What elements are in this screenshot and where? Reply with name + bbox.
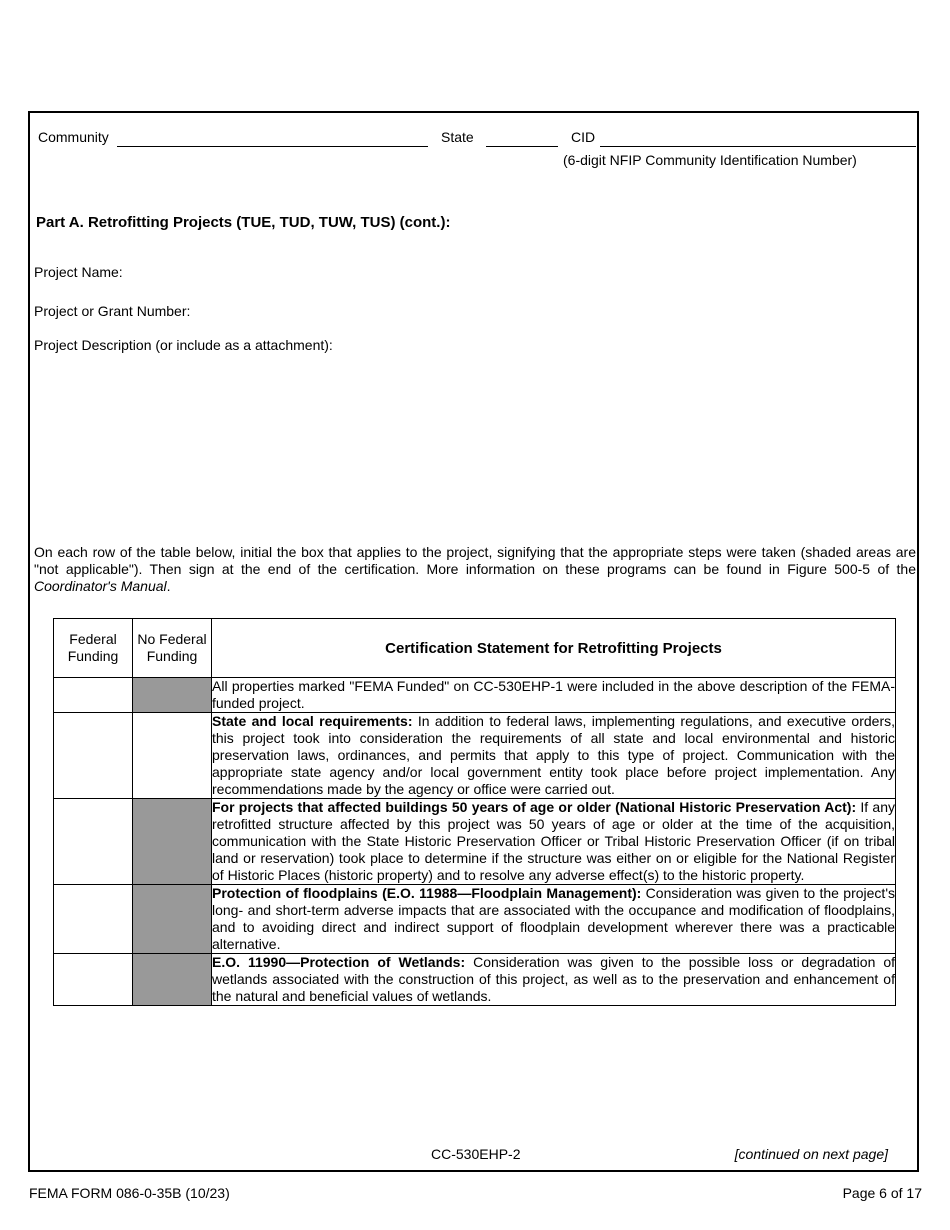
not-applicable-cell bbox=[133, 678, 212, 713]
federal-initial-box[interactable] bbox=[54, 954, 133, 1006]
table-header-row bbox=[54, 619, 896, 678]
state-label: State bbox=[441, 129, 474, 145]
instructions-end: . bbox=[166, 578, 171, 594]
statement-heading: State and local requirements: bbox=[212, 713, 413, 729]
statement-cell bbox=[212, 713, 896, 799]
statement-text: All properties marked "FEMA Funded" on CC-530EHP-1 were included in the above description of the FEMA-funded project. bbox=[212, 678, 895, 711]
federal-funding-header-line2: Funding bbox=[67, 648, 119, 664]
community-label: Community bbox=[38, 129, 109, 145]
form-number: FEMA FORM 086-0-35B (10/23) bbox=[29, 1185, 230, 1201]
not-applicable-cell bbox=[133, 799, 212, 885]
cid-label: CID bbox=[571, 129, 596, 145]
statement-heading: For projects that affected buildings 50 years of age or older (National Historic Preservation Act): bbox=[212, 799, 857, 815]
statement-cell bbox=[212, 885, 896, 954]
part-title: Part A. Retrofitting Projects (TUE, TUD, TUW, TUS) (cont.): bbox=[36, 214, 451, 231]
not-applicable-cell bbox=[133, 954, 212, 1006]
statement-heading: Protection of floodplains (E.O. 11988—Floodplain Management): bbox=[212, 885, 642, 901]
statement-text: Consideration was given to the project's long- and short-term adverse impacts that are associated with the occupance and modification of floodplains, and to avoiding direct and indirect support of floodplain development wherever there was a practicable alternative. bbox=[212, 885, 895, 952]
federal-initial-box[interactable] bbox=[54, 713, 133, 799]
cid-note: (6-digit NFIP Community Identification Number) bbox=[563, 152, 857, 168]
federal-initial-box[interactable] bbox=[54, 678, 133, 713]
table-row bbox=[54, 799, 896, 885]
not-applicable-cell bbox=[133, 885, 212, 954]
no-federal-initial-box[interactable] bbox=[133, 713, 212, 799]
description-label: Project Description (or include as a attachment): bbox=[34, 337, 333, 353]
grant-number-label: Project or Grant Number: bbox=[34, 303, 191, 319]
project-name-label: Project Name: bbox=[34, 264, 123, 280]
no-federal-funding-header-line2: Funding bbox=[146, 648, 198, 664]
statement-cell bbox=[212, 954, 896, 1006]
table-row bbox=[54, 713, 896, 799]
federal-funding-header-line1: Federal bbox=[69, 631, 117, 647]
cid-field[interactable] bbox=[600, 146, 916, 147]
statement-text: In addition to federal laws, implementing regulations, and executive orders, this project took into consideration the requirements of all state and local environmental and historic preservation laws, ordinances, and permits that apply to this type of project. Communication with the appropriate state agency and/or local government entity took place before project implementation. Any recommendations made by the agency or office were carried out. bbox=[212, 713, 895, 797]
table-row bbox=[54, 954, 896, 1006]
federal-initial-box[interactable] bbox=[54, 799, 133, 885]
no-federal-funding-header bbox=[133, 619, 212, 678]
instructions-text: On each row of the table below, initial the box that applies to the project, signifying that the appropriate steps were taken (shaded areas are "not applicable"). Then sign at the end of the certification. More information on these programs can be found in Figure 500-5 of the bbox=[34, 544, 916, 577]
statement-cell bbox=[212, 678, 896, 713]
continued-note: [continued on next page] bbox=[734, 1146, 888, 1162]
state-field[interactable] bbox=[486, 146, 558, 147]
statement-text: Consideration was given to the possible loss or degradation of wetlands associated with the construction of this project, as well as to the preservation and enhancement of the natural and beneficial values of wetlands. bbox=[212, 954, 895, 1004]
statement-header: Certification Statement for Retrofitting Projects bbox=[212, 619, 896, 678]
statement-cell bbox=[212, 799, 896, 885]
page-number: Page 6 of 17 bbox=[842, 1185, 922, 1201]
federal-funding-header bbox=[54, 619, 133, 678]
table-row bbox=[54, 885, 896, 954]
form-code: CC-530EHP-2 bbox=[431, 1146, 521, 1162]
instructions bbox=[34, 544, 916, 595]
federal-initial-box[interactable] bbox=[54, 885, 133, 954]
table-row bbox=[54, 678, 896, 713]
statement-text: If any retrofitted structure affected by this project was 50 years of age or older at the time of the acquisition, communication with the State Historic Preservation Officer or Tribal Historic Preservation Officer (if on tribal land or reservation) took place to determine if the structure was either on or eligible for the National Register of Historic Places (historic property) and to resolve any adverse effect(s) to the historic property. bbox=[212, 799, 895, 883]
no-federal-funding-header-line1: No Federal bbox=[137, 631, 207, 647]
certification-table bbox=[53, 618, 896, 1006]
coordinators-manual: Coordinator's Manual bbox=[34, 578, 167, 594]
statement-heading: E.O. 11990—Protection of Wetlands: bbox=[212, 954, 466, 970]
community-field[interactable] bbox=[117, 146, 428, 147]
